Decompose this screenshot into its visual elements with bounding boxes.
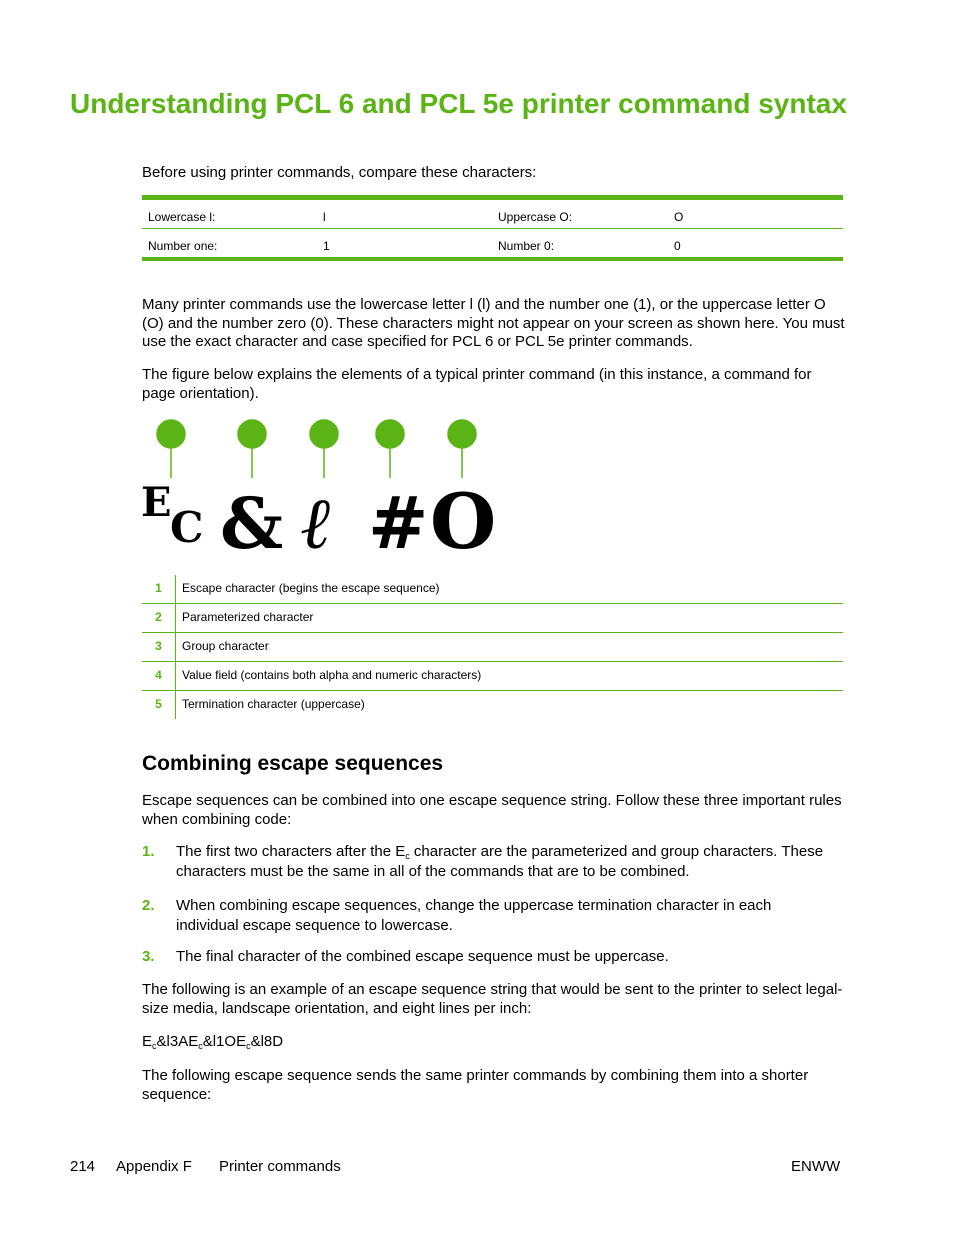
example-intro: The following is an example of an escape sequence string that would be sent to the printer to select legal-size media, landscape orientation, and eight lines per inch:: [142, 981, 843, 1017]
cell-value: O: [674, 210, 684, 224]
code-subscript: c: [198, 1041, 203, 1051]
legend-text: Termination character (uppercase): [182, 697, 365, 711]
rule-text: The final character of the combined escape sequence must be uppercase.: [176, 948, 669, 965]
cell-label: Number one:: [148, 239, 218, 253]
legend-number: 1: [142, 575, 176, 603]
legend-row: [142, 632, 843, 661]
callout-marker-4: [376, 420, 404, 448]
intro-text: Before using printer commands, compare these characters:: [142, 164, 537, 181]
footer-chapter: Printer commands: [219, 1158, 341, 1175]
rule-text: When combining escape sequences, change the uppercase termination character in each individual escape sequence to lowercase.: [176, 897, 772, 934]
glyph-escape-main: E: [141, 479, 172, 526]
figure-legend-table: [142, 575, 843, 719]
cell-label: Number 0:: [498, 239, 555, 253]
legend-number: 5: [142, 691, 176, 719]
section-intro: Escape sequences can be combined into one escape sequence string. Follow these three important rules when combining code:: [142, 792, 842, 828]
rule-number: 1.: [142, 843, 155, 860]
callout-marker-1: [157, 420, 185, 448]
callout-marker-5: [448, 420, 476, 448]
rule-text-end: character are the parameterized and group characters. These characters must be the same in all of the commands that are to be combined.: [176, 843, 824, 880]
cell-label: Lowercase l:: [148, 210, 216, 224]
legend-row: [142, 661, 843, 690]
legend-text: Escape character (begins the escape sequence): [182, 581, 440, 595]
legend-row: [142, 690, 843, 719]
legend-text: Value field (contains both alpha and numeric characters): [182, 668, 482, 682]
command-figure: [138, 418, 498, 558]
rule-text-start: The first two characters after the E: [176, 843, 406, 860]
rule-number: 2.: [142, 897, 155, 914]
code-part: &l1OE: [202, 1033, 247, 1050]
legend-text: Group character: [182, 639, 269, 653]
code-subscript: c: [246, 1041, 251, 1051]
callout-marker-3: [310, 420, 338, 448]
paragraph-characters: Many printer commands use the lowercase letter l (l) and the number one (1), or the uppercase letter O (O) and the number zero (0). These characters might not appear on your screen as shown here. You must use the exact character and case specified for PCL 6 or PCL 5e printer commands.: [142, 296, 845, 350]
footer-brand: ENWW: [791, 1158, 841, 1175]
legend-number: 4: [142, 662, 176, 690]
legend-text: Parameterized character: [182, 610, 314, 624]
glyph-value: #: [368, 480, 429, 558]
footer-page-number: 214: [70, 1158, 96, 1175]
footer-section: Appendix F: [116, 1158, 192, 1175]
glyph-group: ℓ: [300, 481, 330, 558]
page-title: Understanding PCL 6 and PCL 5e printer command syntax: [70, 88, 847, 119]
legend-number: 2: [142, 604, 176, 632]
example-code: [142, 1033, 847, 1052]
code-part: E: [142, 1033, 153, 1050]
glyph-escape-sub: C: [170, 503, 204, 552]
table-row: [142, 228, 843, 257]
glyph-termination: O: [430, 477, 497, 558]
paragraph-figure: The figure below explains the elements of a typical printer command (in this instance, a command for page orientation).: [142, 366, 812, 402]
code-part: &l3AE: [156, 1033, 199, 1050]
legend-number: 3: [142, 633, 176, 661]
shorter-intro: The following escape sequence sends the same printer commands by combining them into a shorter sequence:: [142, 1067, 809, 1103]
rule-subscript: c: [405, 851, 410, 861]
rule-text: [176, 842, 836, 882]
cell-value: 1: [323, 239, 330, 253]
glyph-parameterized: &: [220, 482, 284, 558]
cell-value: 0: [674, 239, 681, 253]
character-comparison-table: [142, 195, 843, 261]
rule-number: 3.: [142, 948, 155, 965]
legend-row: [142, 575, 843, 603]
code-part: &l8D: [250, 1033, 284, 1050]
cell-label: Uppercase O:: [498, 210, 573, 224]
code-subscript: c: [152, 1041, 157, 1051]
callout-marker-2: [238, 420, 266, 448]
legend-row: [142, 603, 843, 632]
table-row: [142, 200, 843, 228]
section-heading: Combining escape sequences: [142, 752, 444, 775]
cell-value: l: [323, 210, 326, 224]
